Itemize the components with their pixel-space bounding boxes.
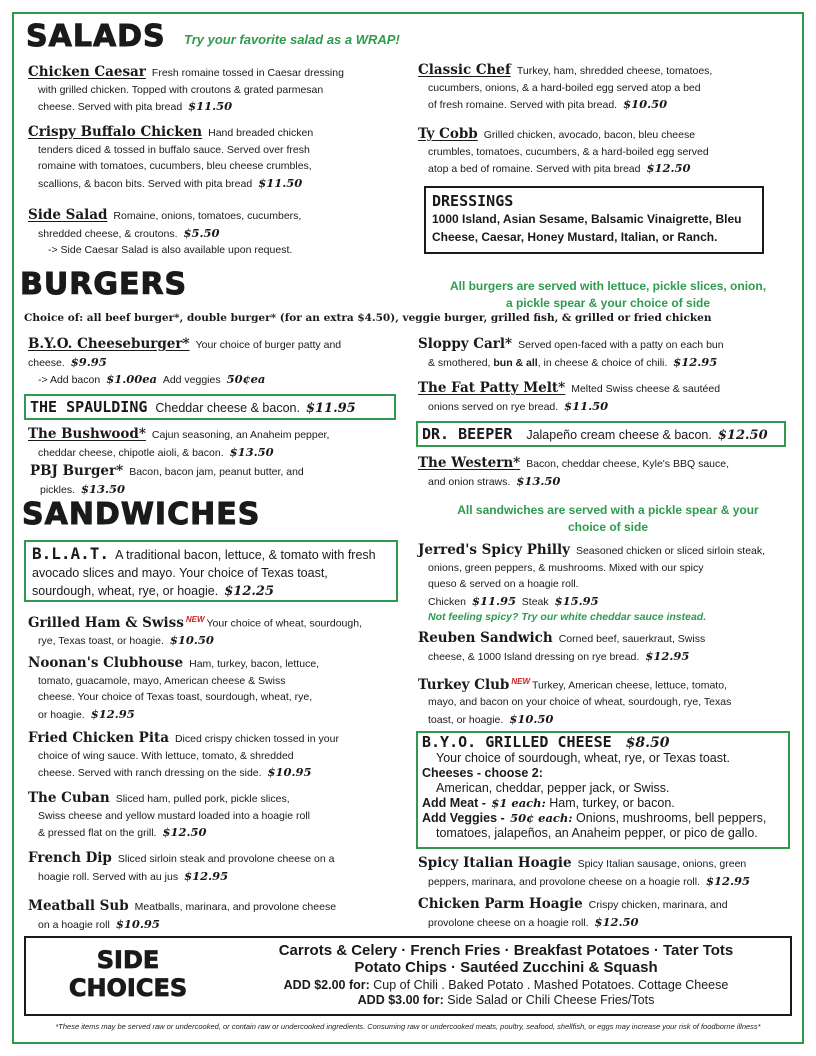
byo-veggies: Add Veggies - 50¢ each: Onions, mushrooms, bell peppers, [422,811,767,825]
byo-veggies-list: tomatoes, jalapeños, an Anaheim pepper, or pico de gallo. [436,826,758,840]
menu-item-turkey-club: Turkey Club $^{NEW}$ Turkey, American cheese, lettuce, tomato, mayo, and bacon on your choice of wheat, sourdough, rye, Texas toast, or hoagie. $10.50 [418,676,732,726]
byo-grilled-cheese-title: B.Y.O. GRILLED CHEESE [422,733,612,751]
menu-item-reuben-sandwich: Reuben Sandwich Corned beef, sauerkraut, Swiss cheese, & 1000 Island dressing on rye bread. $12.95 [418,630,706,663]
menu-item-the-bushwood: The Bushwood* Cajun seasoning, an Anaheim pepper, cheddar cheese, chipotle aioli, & bacon. $13.50 [28,426,330,459]
menu-item-side-salad: Side Salad Romaine, onions, tomatoes, cucumbers, shredded cheese, & croutons. $5.50 -> Side Caesar Salad is also available upon request. [28,207,302,256]
byo-bread: Your choice of sourdough, wheat, rye, or Texas toast. [436,751,730,765]
menu-item-jerreds-spicy-philly: Jerred's Spicy Philly Seasoned chicken or sliced sirloin steak, onions, green peppers, & mushrooms. Mixed with our spicy queso & served on a hoagie roll. Chicken $11.95 Steak $15.95 Not feeling spicy? Try our white cheddar sauce instead. [418,542,766,623]
salads-heading: SALADS [26,19,166,54]
new-badge: NEW [185,615,205,624]
sides-add-2: ADD $2.00 for: Cup of Chili . Baked Potato . Mashed Potatoes. Cottage Cheese [283,978,729,992]
sides-line-1: Carrots & Celery · French Fries · Breakfast Potatoes · Tater Tots [278,942,734,959]
new-badge: NEW [511,677,531,686]
byo-grilled-cheese-box [416,731,790,849]
sandwiches-note: All sandwiches are served with a pickle spear & your choice of side [457,503,759,534]
side-choices-box [24,936,792,1016]
byo-meat: Add Meat - $1 each: Ham, turkey, or bacon. [422,796,675,810]
side-choices-heading: SIDE CHOICES [68,946,188,1002]
menu-item-the-cuban: The Cuban Sliced ham, pulled pork, pickle slices, Swiss cheese and yellow mustard loaded into a hoagie roll & pressed flat on the grill. $12.50 [28,790,310,839]
burgers-choice: Choice of: all beef burger*, double burger* (for an extra $4.50), veggie burger, grilled fish, & grilled or fried chicken [24,312,712,324]
menu-item-meatball-sub: Meatball Sub Meatballs, marinara, and provolone cheese on a hoagie roll $10.95 [28,898,337,931]
menu-item-the-spaulding: THE SPAULDING Cheddar cheese & bacon. $11.95 [24,394,396,420]
dressings-line-1: 1000 Island, Asian Sesame, Balsamic Vinaigrette, Bleu [432,212,742,226]
menu-item-grilled-ham-swiss: Grilled Ham & Swiss $^{NEW}$ Your choice of wheat, sourdough, rye, Texas toast, or hoagie. $10.50 [28,614,362,647]
menu-item-chicken-parm-hoagie: Chicken Parm Hoagie Crispy chicken, marinara, and provolone cheese on a hoagie roll. $12.50 [418,896,728,929]
menu-item-noonans-clubhouse: Noonan's Clubhouse Ham, turkey, bacon, lettuce, tomato, guacamole, mayo, American cheese & Swiss cheese. Your choice of Texas toast, sourdough, wheat, rye, or hoagie. $12.95 [28,655,320,721]
menu-item-the-western: The Western* Bacon, cheddar cheese, Kyle's BBQ sauce, and onion straws. $13.50 [418,455,730,488]
burgers-heading: BURGERS [20,267,188,302]
menu-item-pbj-burger: PBJ Burger* Bacon, bacon jam, peanut butter, and pickles. $13.50 [30,463,304,496]
byo-cheese-label: Cheeses - choose 2: [422,766,543,780]
dressings-line-2: Cheese, Caesar, Honey Mustard, Italian, or Ranch. [432,230,718,244]
dressings-heading: DRESSINGS [432,192,514,210]
menu-item-chicken-caesar: Chicken Caesar Fresh romaine tossed in Caesar dressing with grilled chicken. Topped with croutons & grated parmesan cheese. Served with pita bread $11.50 [28,64,344,113]
menu-item-ty-cobb: Ty Cobb Grilled chicken, avocado, bacon, bleu cheese crumbles, tomatoes, cucumbers, & a hard-boiled egg served atop a bed of romaine. Served with pita bread $12.50 [418,126,709,175]
menu-item-dr-beeper: DR. BEEPER Jalapeño cream cheese & bacon. $12.50 [416,421,786,447]
byo-cheese-list: American, cheddar, pepper jack, or Swiss. [436,781,670,795]
menu-item-crispy-buffalo-chicken: Crispy Buffalo Chicken Hand breaded chicken tenders diced & tossed in buffalo sauce. Served over fresh romaine with tomatoes, cucumbers, bleu cheese crumbles, scallions, & bacon bits. Served with pita bread $11.50 [28,124,314,190]
salads-tagline: Try your favorite salad as a WRAP! [184,32,400,47]
burgers-note: All burgers are served with lettuce, pickle slices, onion, a pickle spear & your choice of side [449,279,767,310]
menu-item-sloppy-carl: Sloppy Carl* Served open-faced with a patty on each bun & smothered, bun & all, in cheese & choice of chili. $12.95 [418,336,724,369]
menu-item-byo-cheeseburger: B.Y.O. Cheeseburger* Your choice of burger patty and cheese. $9.95 -> Add bacon $1.00ea Add veggies 50¢ea [28,336,342,386]
menu-item-french-dip: French Dip Sliced sirloin steak and provolone cheese on a hoagie roll. Served with au jus $12.95 [28,850,335,883]
menu-item-spicy-italian-hoagie: Spicy Italian Hoagie Spicy Italian sausage, onions, green peppers, marinara, and provolone cheese on a hoagie roll. $12.95 [418,855,751,888]
disclaimer: *These items may be served raw or undercooked, or contain raw or undercooked ingredients. Consuming raw or undercooked meats, poultry, seafood, shellfish, or eggs may increase your risk of foodborne illness* [55,1022,761,1031]
byo-grilled-cheese-price: $8.50 [625,735,670,751]
side-choices-content [226,942,786,1008]
menu-item-fried-chicken-pita: Fried Chicken Pita Diced crispy chicken tossed in your choice of wing sauce. With lettuce, tomato, & shredded cheese. Served with ranch dressing on the side. $10.95 [28,730,339,779]
dressings-box [424,186,764,254]
sides-add-3: ADD $3.00 for: Side Salad or Chili Cheese Fries/Tots [357,993,655,1007]
sides-line-2: Potato Chips · Sautéed Zucchini & Squash [354,959,658,976]
menu-item-the-fat-patty-melt: The Fat Patty Melt* Melted Swiss cheese & sautéed onions served on rye bread. $11.50 [418,380,721,413]
menu-item-classic-chef: Classic Chef Turkey, ham, shredded cheese, tomatoes, cucumbers, onions, & a hard-boiled egg served atop a bed of fresh romaine. Served with pita bread. $10.50 [418,62,713,111]
menu-item-blat: B.L.A.T. A traditional bacon, lettuce, & tomato with fresh avocado slices and mayo. Your choice of Texas toast, sourdough, wheat, rye, or hoagie. $12.25 [24,540,398,602]
sandwiches-heading: SANDWICHES [22,497,261,532]
